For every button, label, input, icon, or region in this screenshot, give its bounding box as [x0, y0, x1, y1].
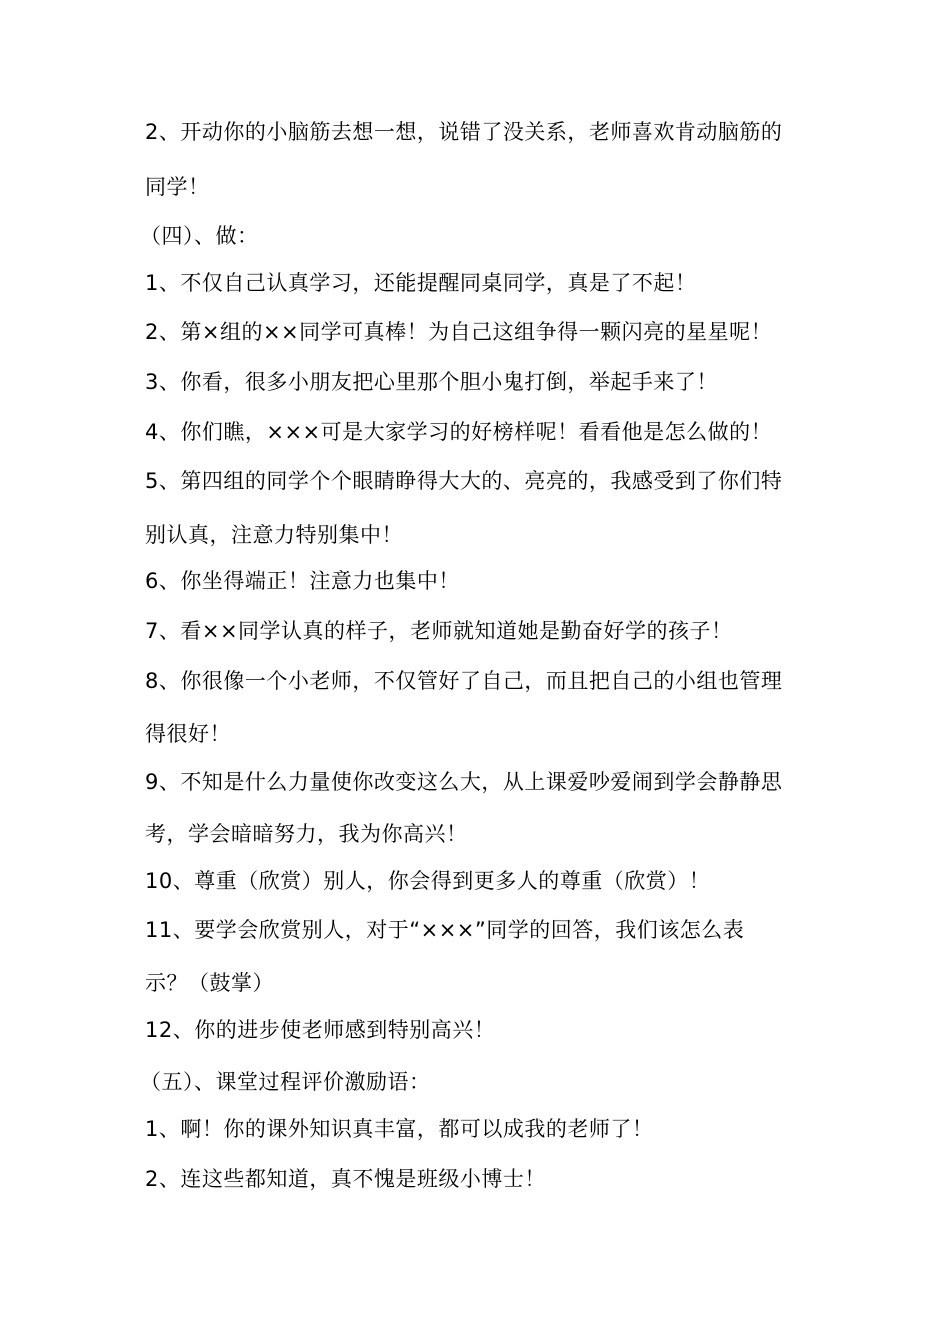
text-line: 2、连这些都知道，真不愧是班级小博士！	[145, 1167, 546, 1191]
text-line: 2、开动你的小脑筋去想一想，说错了没关系，老师喜欢肯动脑筋的	[145, 120, 783, 144]
text-line: 1、不仅自己认真学习，还能提醒同桌同学，真是了不起！	[145, 271, 697, 295]
section-heading: （五）、课堂过程评价激励语：	[140, 1070, 431, 1094]
text-line: 别认真，注意力特别集中！	[145, 523, 403, 547]
text-line: 示？（鼓掌）	[145, 971, 274, 995]
text-line: 11、要学会欣赏别人，对于“×××”同学的回答，我们该怎么表	[145, 918, 745, 942]
section-heading: （四）、做：	[140, 224, 259, 248]
text-line: 1、啊！你的课外知识真丰富，都可以成我的老师了！	[145, 1117, 654, 1141]
text-line: 5、第四组的同学个个眼睛睁得大大的、亮亮的，我感受到了你们特	[145, 469, 783, 493]
text-line: 8、你很像一个小老师，不仅管好了自己，而且把自己的小组也管理	[145, 669, 783, 693]
text-line: 12、你的进步使老师感到特别高兴！	[145, 1018, 496, 1042]
text-line: 10、尊重（欣赏）别人，你会得到更多人的尊重（欣赏）！	[145, 869, 711, 893]
text-line: 考，学会暗暗努力，我为你高兴！	[145, 822, 468, 846]
text-line: 同学！	[145, 175, 210, 199]
text-line: 7、看××同学认真的样子，老师就知道她是勤奋好学的孩子！	[145, 619, 733, 643]
text-line: 2、第×组的××同学可真棒！为自己这组争得一颗闪亮的星星呢！	[145, 320, 773, 344]
text-line: 9、不知是什么力量使你改变这么大，从上课爱吵爱闹到学会静静思	[145, 770, 783, 794]
text-line: 3、你看，很多小朋友把心里那个胆小鬼打倒，举起手来了！	[145, 370, 718, 394]
text-line: 6、你坐得端正！注意力也集中！	[145, 569, 460, 593]
text-line: 得很好！	[145, 722, 231, 746]
text-line: 4、你们瞧，×××可是大家学习的好榜样呢！看看他是怎么做的！	[145, 420, 773, 444]
